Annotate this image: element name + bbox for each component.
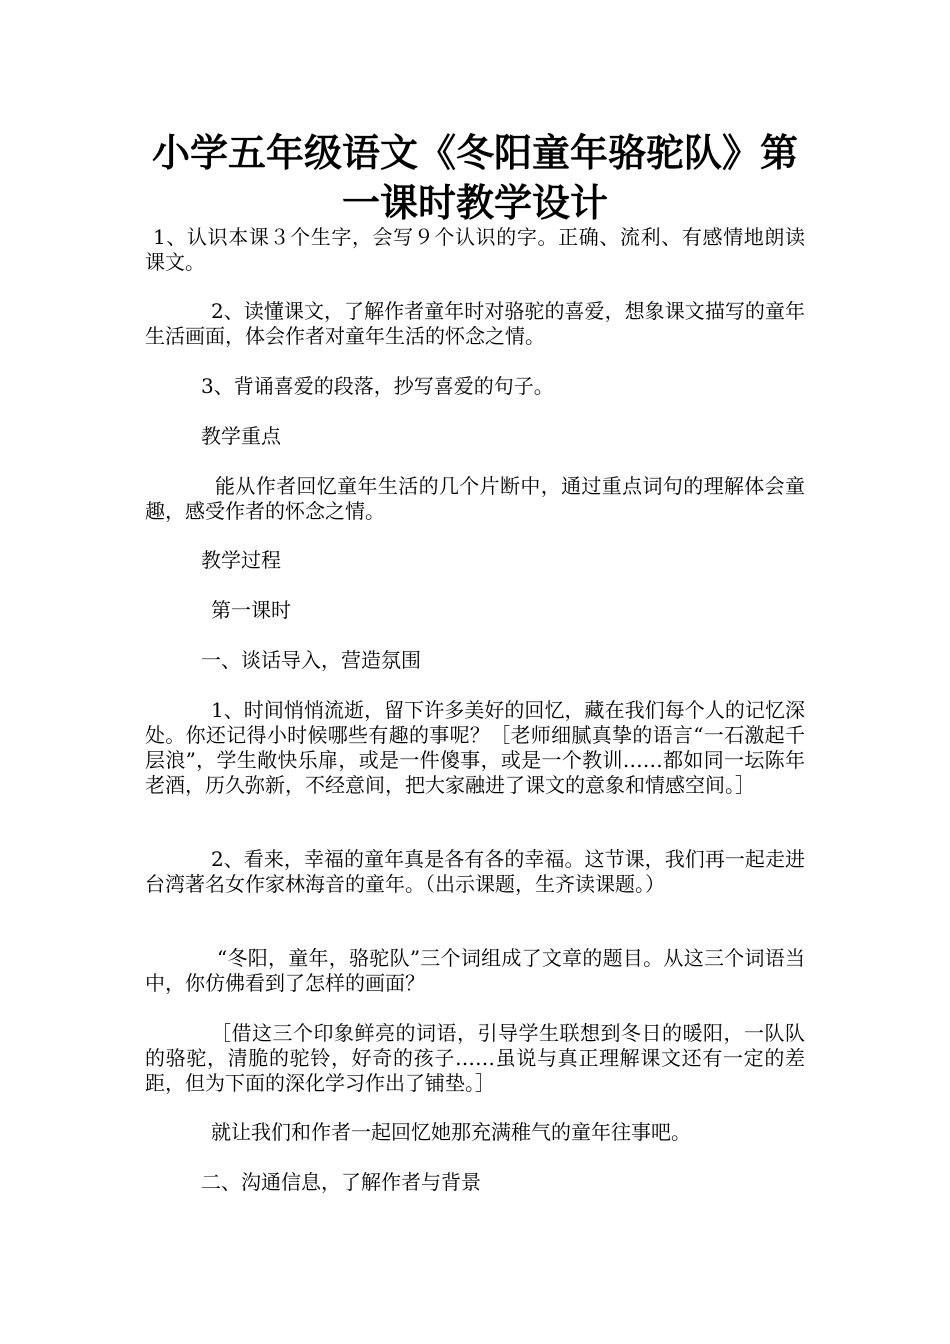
paragraph-objective-3: 3、背诵喜爱的段落，抄写喜爱的句子。 (201, 374, 554, 398)
heading-teaching-process: 教学过程 (201, 548, 281, 572)
paragraph-section-1-item-2: 2、看来，幸福的童年真是各有各的幸福。这节课，我们再一起走进台湾著名女作家林海音的童年。（出示课题，生齐读课题。） (145, 847, 805, 896)
paragraph-transition: 就让我们和作者一起回忆她那充满稚气的童年往事吧。 (211, 1120, 691, 1144)
paragraph-objective-2: 2、读懂课文，了解作者童年时对骆驼的喜爱，想象课文描写的童年生活画面，体会作者对童年生活的怀念之情。 (145, 299, 805, 348)
paragraph-teacher-note: ［借这三个印象鲜亮的词语，引导学生联想到冬日的暖阳，一队队的骆驼，清脆的驼铃，好奇的孩子……虽说与真正理解课文还有一定的差距，但为下面的深化学习作出了铺垫。］ (145, 1021, 805, 1095)
heading-section-1: 一、谈话导入，营造氛围 (201, 648, 421, 672)
document-title: 小学五年级语文《冬阳童年骆驼队》第一课时教学设计 (151, 130, 798, 225)
paragraph-teaching-focus: 能从作者回忆童年生活的几个片断中，通过重点词句的理解体会童趣，感受作者的怀念之情。 (145, 474, 805, 523)
paragraph-objective-1: 1、认识本课３个生字，会写９个认识的字。正确、流利、有感情地朗读课文。 (145, 225, 805, 274)
heading-section-2: 二、沟通信息，了解作者与背景 (201, 1170, 481, 1194)
heading-teaching-focus: 教学重点 (201, 424, 281, 448)
paragraph-title-question: “冬阳，童年，骆驼队”三个词组成了文章的题目。从这三个词语当中，你仿佛看到了怎样的画面？ (145, 946, 805, 995)
paragraph-section-1-item-1: 1、时间悄悄流逝，留下许多美好的回忆，藏在我们每个人的记忆深处。你还记得小时候哪些有趣的事呢？［老师细腻真挚的语言“一石激起千层浪”，学生敞快乐扉，或是一件傻事，或是一个教训……都如同一坛陈年老酒，历久弥新，不经意间，把大家融进了课文的意象和情感空间。］ (145, 698, 805, 797)
heading-first-lesson: 第一课时 (211, 598, 291, 622)
